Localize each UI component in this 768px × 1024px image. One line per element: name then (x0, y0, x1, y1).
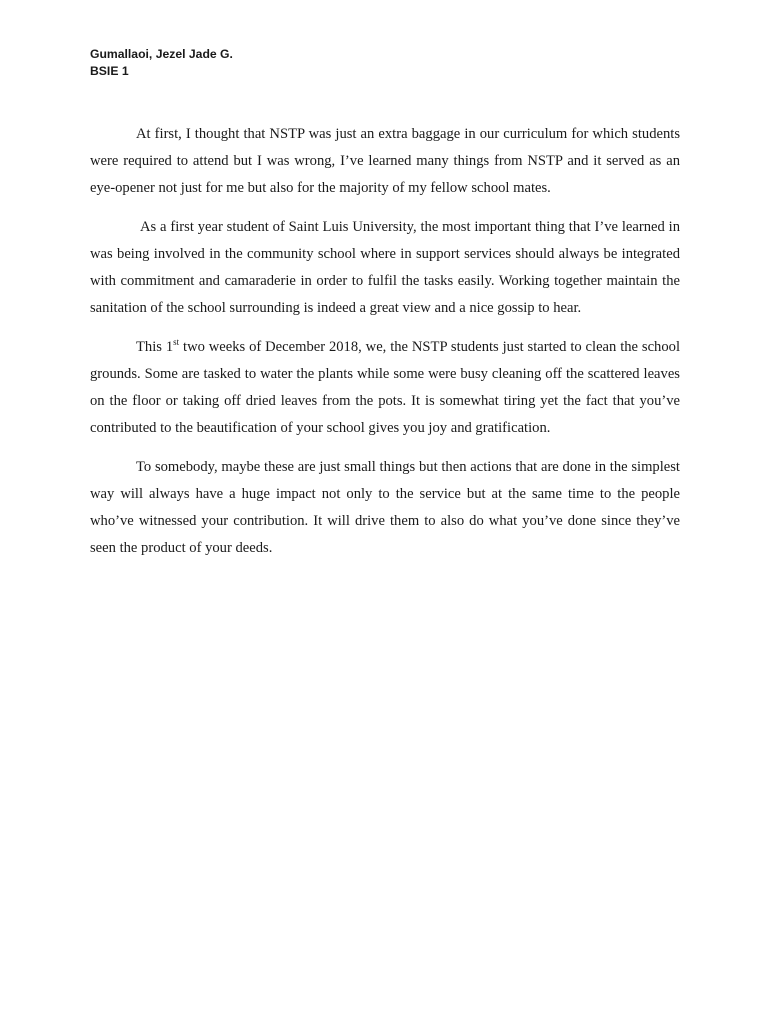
paragraph-3-text-start: This 1 (136, 339, 174, 355)
paragraph-3 (90, 334, 680, 442)
course-label: BSIE 1 (90, 64, 129, 78)
paragraph-4-text: To somebody, maybe these are just small things but then actions that are done in the simplest way will always have a huge impact not only to the service but at the same time to the people who’ve witnessed your contribution. It will drive them to also do what you’ve done since they’ve seen the product of your deeds. (90, 459, 680, 556)
paragraph-3-text-rest: two weeks of December 2018, we, the NSTP students just started to clean the school grounds. Some are tasked to water the plants while some were busy cleaning off the scattered leaves on the floor or taking off dried leaves from the pots. It is somewhat tiring yet the fact that you’ve contributed to the beautification of your school gives you joy and gratification. (90, 339, 680, 436)
paragraph-2-text: As a first year student of Saint Luis University, the most important thing that I’ve learned in was being involved in the community school where in support services should always be integrated with commitment and camaraderie in order to fulfil the tasks easily. Working together maintain the sanitation of the school surrounding is indeed a great view and a nice gossip to hear. (90, 219, 680, 316)
ordinal-superscript: st (173, 337, 180, 348)
essay-body (90, 121, 680, 562)
author-name: Gumallaoi, Jezel Jade G. (90, 47, 233, 61)
paragraph-1 (90, 121, 680, 202)
paragraph-1-text: At first, I thought that NSTP was just an extra baggage in our curriculum for which students were required to attend but I was wrong, I’ve learned many things from NSTP and it served as an eye-opener not just for me but also for the majority of my fellow school mates. (90, 126, 680, 196)
paragraph-4 (90, 454, 680, 562)
paragraph-2 (90, 214, 680, 322)
